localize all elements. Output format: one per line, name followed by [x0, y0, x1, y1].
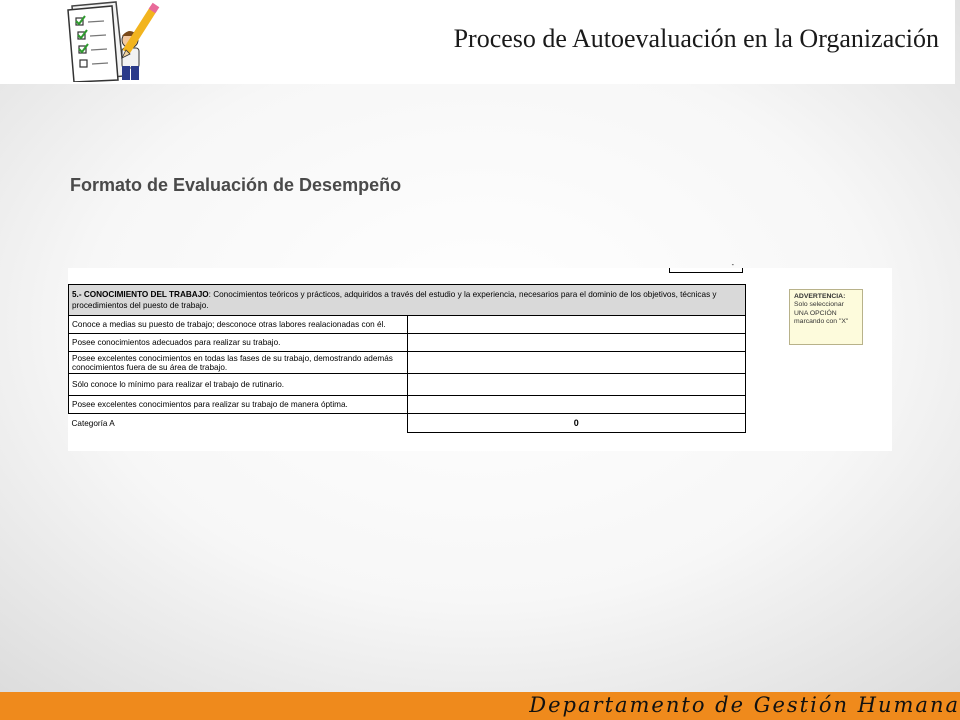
option-label: Conoce a medias su puesto de trabajo; desconoce otras labores realacionadas con él. [69, 316, 408, 334]
section-header-row [69, 285, 746, 316]
section-description: : Conocimientos teóricos y prácticos, adquiridos a través del estudio y la experiencia, necesarios para el dominio de los objetivos, técnicas y procedimientos del puesto de trabajo. [72, 289, 717, 310]
presentation-title: Proceso de Autoevaluación en la Organización [453, 24, 939, 53]
evaluation-form-excerpt [68, 262, 892, 451]
warning-line: marcando con "X" [794, 318, 849, 326]
option-row [69, 374, 746, 396]
slide-title: Formato de Evaluación de Desempeño [70, 175, 402, 195]
category-row [69, 414, 746, 433]
option-label: Posee excelentes conocimientos para realizar su trabajo de manera óptima. [69, 396, 408, 414]
checklist-pencil-icon [64, 0, 162, 82]
section-header-cell [69, 285, 746, 316]
option-row [69, 352, 746, 374]
warning-line: UNA OPCIÓN [794, 309, 837, 317]
option-row [69, 396, 746, 414]
department-name: Departamento de Gestión Humana [529, 693, 960, 717]
evaluation-table [68, 284, 746, 433]
option-checkbox-cell[interactable] [407, 352, 746, 374]
category-label: Categoría A [71, 418, 115, 428]
option-checkbox-cell[interactable] [407, 374, 746, 396]
category-score: 0 [407, 414, 746, 433]
header-bar [0, 0, 955, 84]
option-checkbox-cell[interactable] [407, 396, 746, 414]
option-row [69, 334, 746, 352]
warning-title: ADVERTENCIA: [794, 293, 846, 300]
section-heading: CONOCIMIENTO DEL TRABAJO [83, 289, 209, 299]
previous-score-box [669, 262, 743, 273]
section-number: 5.- [72, 289, 82, 299]
footer-bar [0, 692, 960, 720]
warning-line: Solo seleccionar [794, 301, 844, 309]
option-checkbox-cell[interactable] [407, 334, 746, 352]
option-label: Posee excelentes conocimientos en todas las fases de su trabajo, demostrando además conocimientos fuera de su área de trabajo. [69, 352, 408, 374]
warning-note [789, 289, 863, 345]
option-label: Sólo conoce lo mínimo para realizar el trabajo de rutinario. [69, 374, 408, 396]
option-row [69, 316, 746, 334]
previous-score-mark: - [731, 262, 734, 269]
option-label: Posee conocimientos adecuados para realizar su trabajo. [69, 334, 408, 352]
option-checkbox-cell[interactable] [407, 316, 746, 334]
